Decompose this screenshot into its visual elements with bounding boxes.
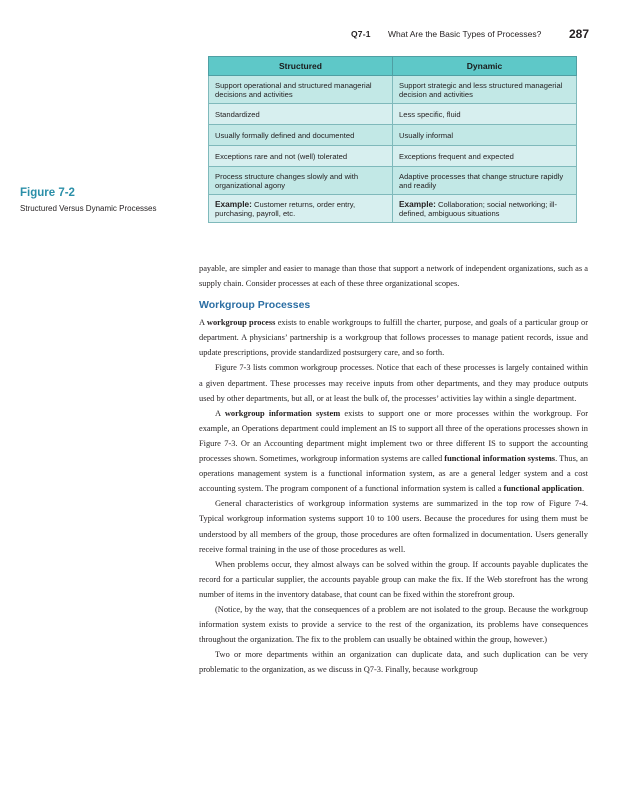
text-run: . bbox=[581, 484, 585, 494]
table-cell bbox=[209, 195, 393, 223]
table-cell: Support strategic and less structured managerial decision and activities bbox=[393, 76, 577, 104]
example-label: Example: bbox=[399, 198, 436, 209]
table-row bbox=[209, 146, 577, 167]
text-run: A bbox=[215, 408, 225, 418]
column-header-dynamic: Dynamic bbox=[393, 57, 577, 76]
paragraph: Two or more departments within an organization can duplicate data, and such duplication can be very problematic to the organization, as we discuss in Q7-3. Finally, because workgroup bbox=[199, 650, 588, 675]
table-cell: Exceptions rare and not (well) tolerated bbox=[209, 146, 393, 167]
figure-caption: Structured Versus Dynamic Processes bbox=[20, 204, 157, 213]
example-structured: Customer returns, order entry, purchasing, payroll, etc. bbox=[215, 199, 356, 218]
table-row-example bbox=[209, 195, 577, 223]
key-term: functional application bbox=[503, 484, 582, 494]
key-term: workgroup process bbox=[206, 318, 276, 328]
section-title: What Are the Basic Types of Processes? bbox=[388, 29, 542, 39]
body-text bbox=[199, 261, 588, 677]
example-dynamic: Collaboration; social networking; ill-defined, ambiguous situations bbox=[399, 199, 558, 218]
paragraph: When problems occur, they almost always can be solved within the group. If accounts payable duplicates the record for a particular supplier, the accounts payable group can make the fix. If the Web storefront has the wrong number of items in the inventory database, that count can be fixed within the storefront group. bbox=[199, 559, 588, 599]
paragraph bbox=[199, 315, 588, 360]
table-cell: Usually informal bbox=[393, 125, 577, 146]
table-cell: Standardized bbox=[209, 104, 393, 125]
table-cell bbox=[393, 195, 577, 223]
structured-vs-dynamic-table bbox=[208, 56, 577, 223]
running-header bbox=[0, 28, 625, 44]
table-row bbox=[209, 76, 577, 104]
example-label: Example: bbox=[215, 198, 252, 209]
text-run: . Thus, an operations management system is a functional information system, as are a general ledger system and a cost accounting system. The program component of a functional information system is called a bbox=[199, 454, 588, 494]
text-run: exists to support one or more processes within the workgroup. For example, an Operations department could implement an IS to support all three of the operations processes shown in Figure 7-3. Or an Accounting department might implement two or three different IS to support the accounting processes shown. Sometimes, workgroup information systems are called bbox=[199, 408, 588, 464]
figure-label: Figure 7-2 bbox=[20, 187, 75, 199]
key-term: workgroup information system bbox=[224, 408, 341, 418]
table-cell: Less specific, fluid bbox=[393, 104, 577, 125]
table-header-row bbox=[209, 57, 577, 76]
text-run: A bbox=[199, 318, 207, 328]
table-cell: Usually formally defined and documented bbox=[209, 125, 393, 146]
table-cell: Process structure changes slowly and with organizational agony bbox=[209, 167, 393, 195]
intro-paragraph: payable, are simpler and easier to manage than those that support a network of independent organizations, such as a supply chain. Consider processes at each of these three organizational scopes. bbox=[199, 264, 588, 289]
section-heading: Workgroup Processes bbox=[199, 299, 311, 312]
table-cell: Support operational and structured managerial decisions and activities bbox=[209, 76, 393, 104]
table-row bbox=[209, 125, 577, 146]
text-run: exists to enable workgroups to fulfill the charter, purpose, and goals of a particular group or department. A physicians’ partnership is a workgroup that follows processes to manage patient records, issue and update prescriptions, provide standardized postsurgery care, and so forth. bbox=[199, 318, 589, 358]
table-row bbox=[209, 104, 577, 125]
section-code: Q7-1 bbox=[351, 29, 371, 39]
paragraph: Figure 7-3 lists common workgroup processes. Notice that each of these processes is largely contained within a given department. These processes may receive inputs from other departments, and they may produce outputs used by other departments, but all, or at least the bulk of, the processes’ activities lay within a single department. bbox=[199, 363, 588, 403]
column-header-structured: Structured bbox=[209, 57, 393, 76]
page-number: 287 bbox=[569, 27, 590, 41]
paragraph: General characteristics of workgroup information systems are summarized in the top row of Figure 7-4. Typical workgroup information systems support 10 to 100 users. Because the procedures for using them must be understood by all members of the group, those procedures are often formalized in documentation. Users generally receive formal training in the use of those procedures as well. bbox=[199, 499, 588, 554]
table-cell: Exceptions frequent and expected bbox=[393, 146, 577, 167]
key-term: functional information systems bbox=[444, 454, 556, 464]
table-cell: Adaptive processes that change structure rapidly and readily bbox=[393, 167, 577, 195]
table-row bbox=[209, 167, 577, 195]
paragraph bbox=[199, 406, 588, 497]
paragraph: (Notice, by the way, that the consequences of a problem are not isolated to the group. Because the workgroup information system exists to provide a service to the rest of the organization, its problems have consequences throughout the organization. The fix to the problem can usually be obtained within the group, however.) bbox=[199, 604, 588, 645]
